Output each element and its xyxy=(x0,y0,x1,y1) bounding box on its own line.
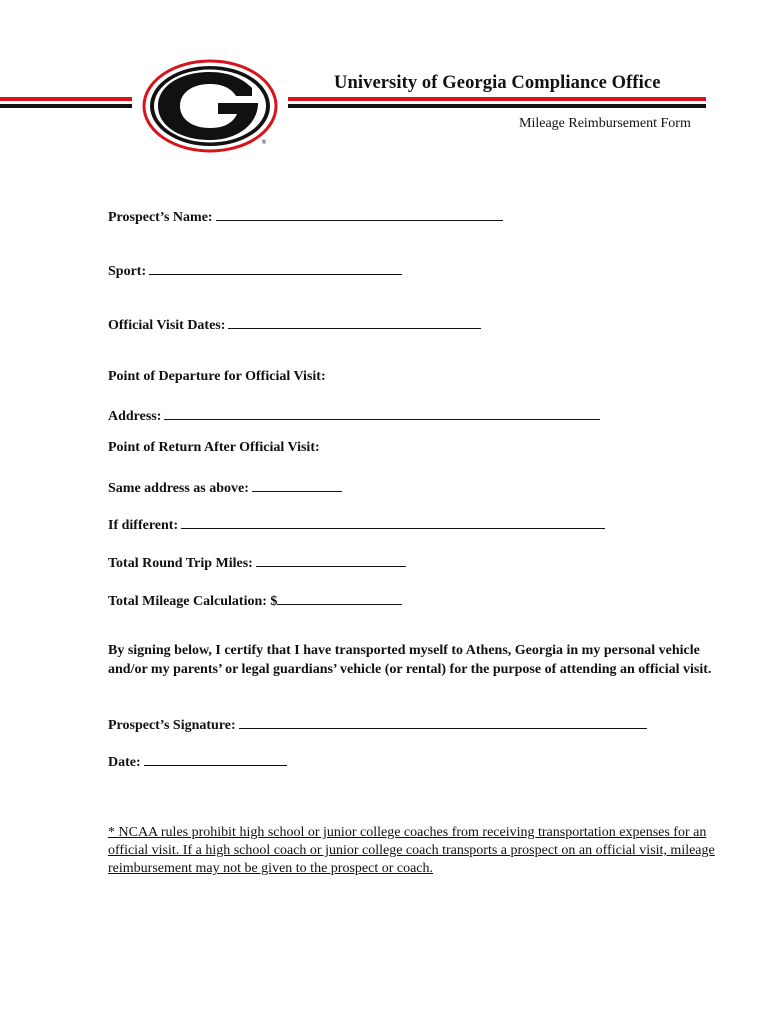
field-visit-dates xyxy=(108,314,481,334)
prospect-name-input[interactable] xyxy=(216,206,503,221)
round-trip-miles-label: Total Round Trip Miles: xyxy=(108,556,253,571)
date-label: Date: xyxy=(108,755,141,770)
header-stripe-black-left xyxy=(0,104,132,108)
same-address-label: Same address as above: xyxy=(108,481,249,496)
visit-dates-label: Official Visit Dates: xyxy=(108,318,226,333)
date-input[interactable] xyxy=(144,751,287,766)
field-round-trip-miles xyxy=(108,552,406,572)
svg-text:®: ® xyxy=(261,139,267,146)
return-heading: Point of Return After Official Visit: xyxy=(108,440,320,455)
field-sport xyxy=(108,260,402,280)
address-label: Address: xyxy=(108,409,162,424)
signature-label: Prospect’s Signature: xyxy=(108,718,236,733)
field-same-address xyxy=(108,477,342,497)
field-date xyxy=(108,751,287,771)
mileage-calc-label: Total Mileage Calculation: $ xyxy=(108,594,278,609)
field-if-different xyxy=(108,514,605,534)
field-signature xyxy=(108,714,647,734)
org-title: University of Georgia Compliance Office xyxy=(334,73,661,93)
header-stripe-red-left xyxy=(0,97,132,101)
visit-dates-input[interactable] xyxy=(228,314,481,329)
field-mileage-calc xyxy=(108,590,402,610)
header-stripe-black-right xyxy=(288,104,706,108)
prospect-name-label: Prospect’s Name: xyxy=(108,210,213,225)
field-address xyxy=(108,405,600,425)
if-different-input[interactable] xyxy=(181,514,605,529)
header-stripe-red-right xyxy=(288,97,706,101)
sport-label: Sport: xyxy=(108,264,147,279)
if-different-label: If different: xyxy=(108,518,179,533)
field-prospect-name xyxy=(108,206,503,226)
departure-heading: Point of Departure for Official Visit: xyxy=(108,369,326,384)
ncaa-footnote: * NCAA rules prohibit high school or junior college coaches from receiving transportation expenses for an official visit. If a high school coach or junior college coach transports a prospect on an official visit, mileage reimbursement may not be given to the prospect or coach. xyxy=(108,825,715,877)
form-title: Mileage Reimbursement Form xyxy=(519,116,691,131)
address-input[interactable] xyxy=(164,405,600,420)
certification-statement: By signing below, I certify that I have transported myself to Athens, Georgia in my personal vehicle and/or my parents’ or legal guardians’ vehicle (or rental) for the purpose of attending an official visit. xyxy=(108,643,712,677)
mileage-calc-input[interactable] xyxy=(277,590,402,605)
georgia-g-logo-icon xyxy=(140,58,280,154)
sport-input[interactable] xyxy=(149,260,402,275)
signature-input[interactable] xyxy=(239,714,647,729)
same-address-input[interactable] xyxy=(252,477,342,492)
round-trip-miles-input[interactable] xyxy=(256,552,406,567)
